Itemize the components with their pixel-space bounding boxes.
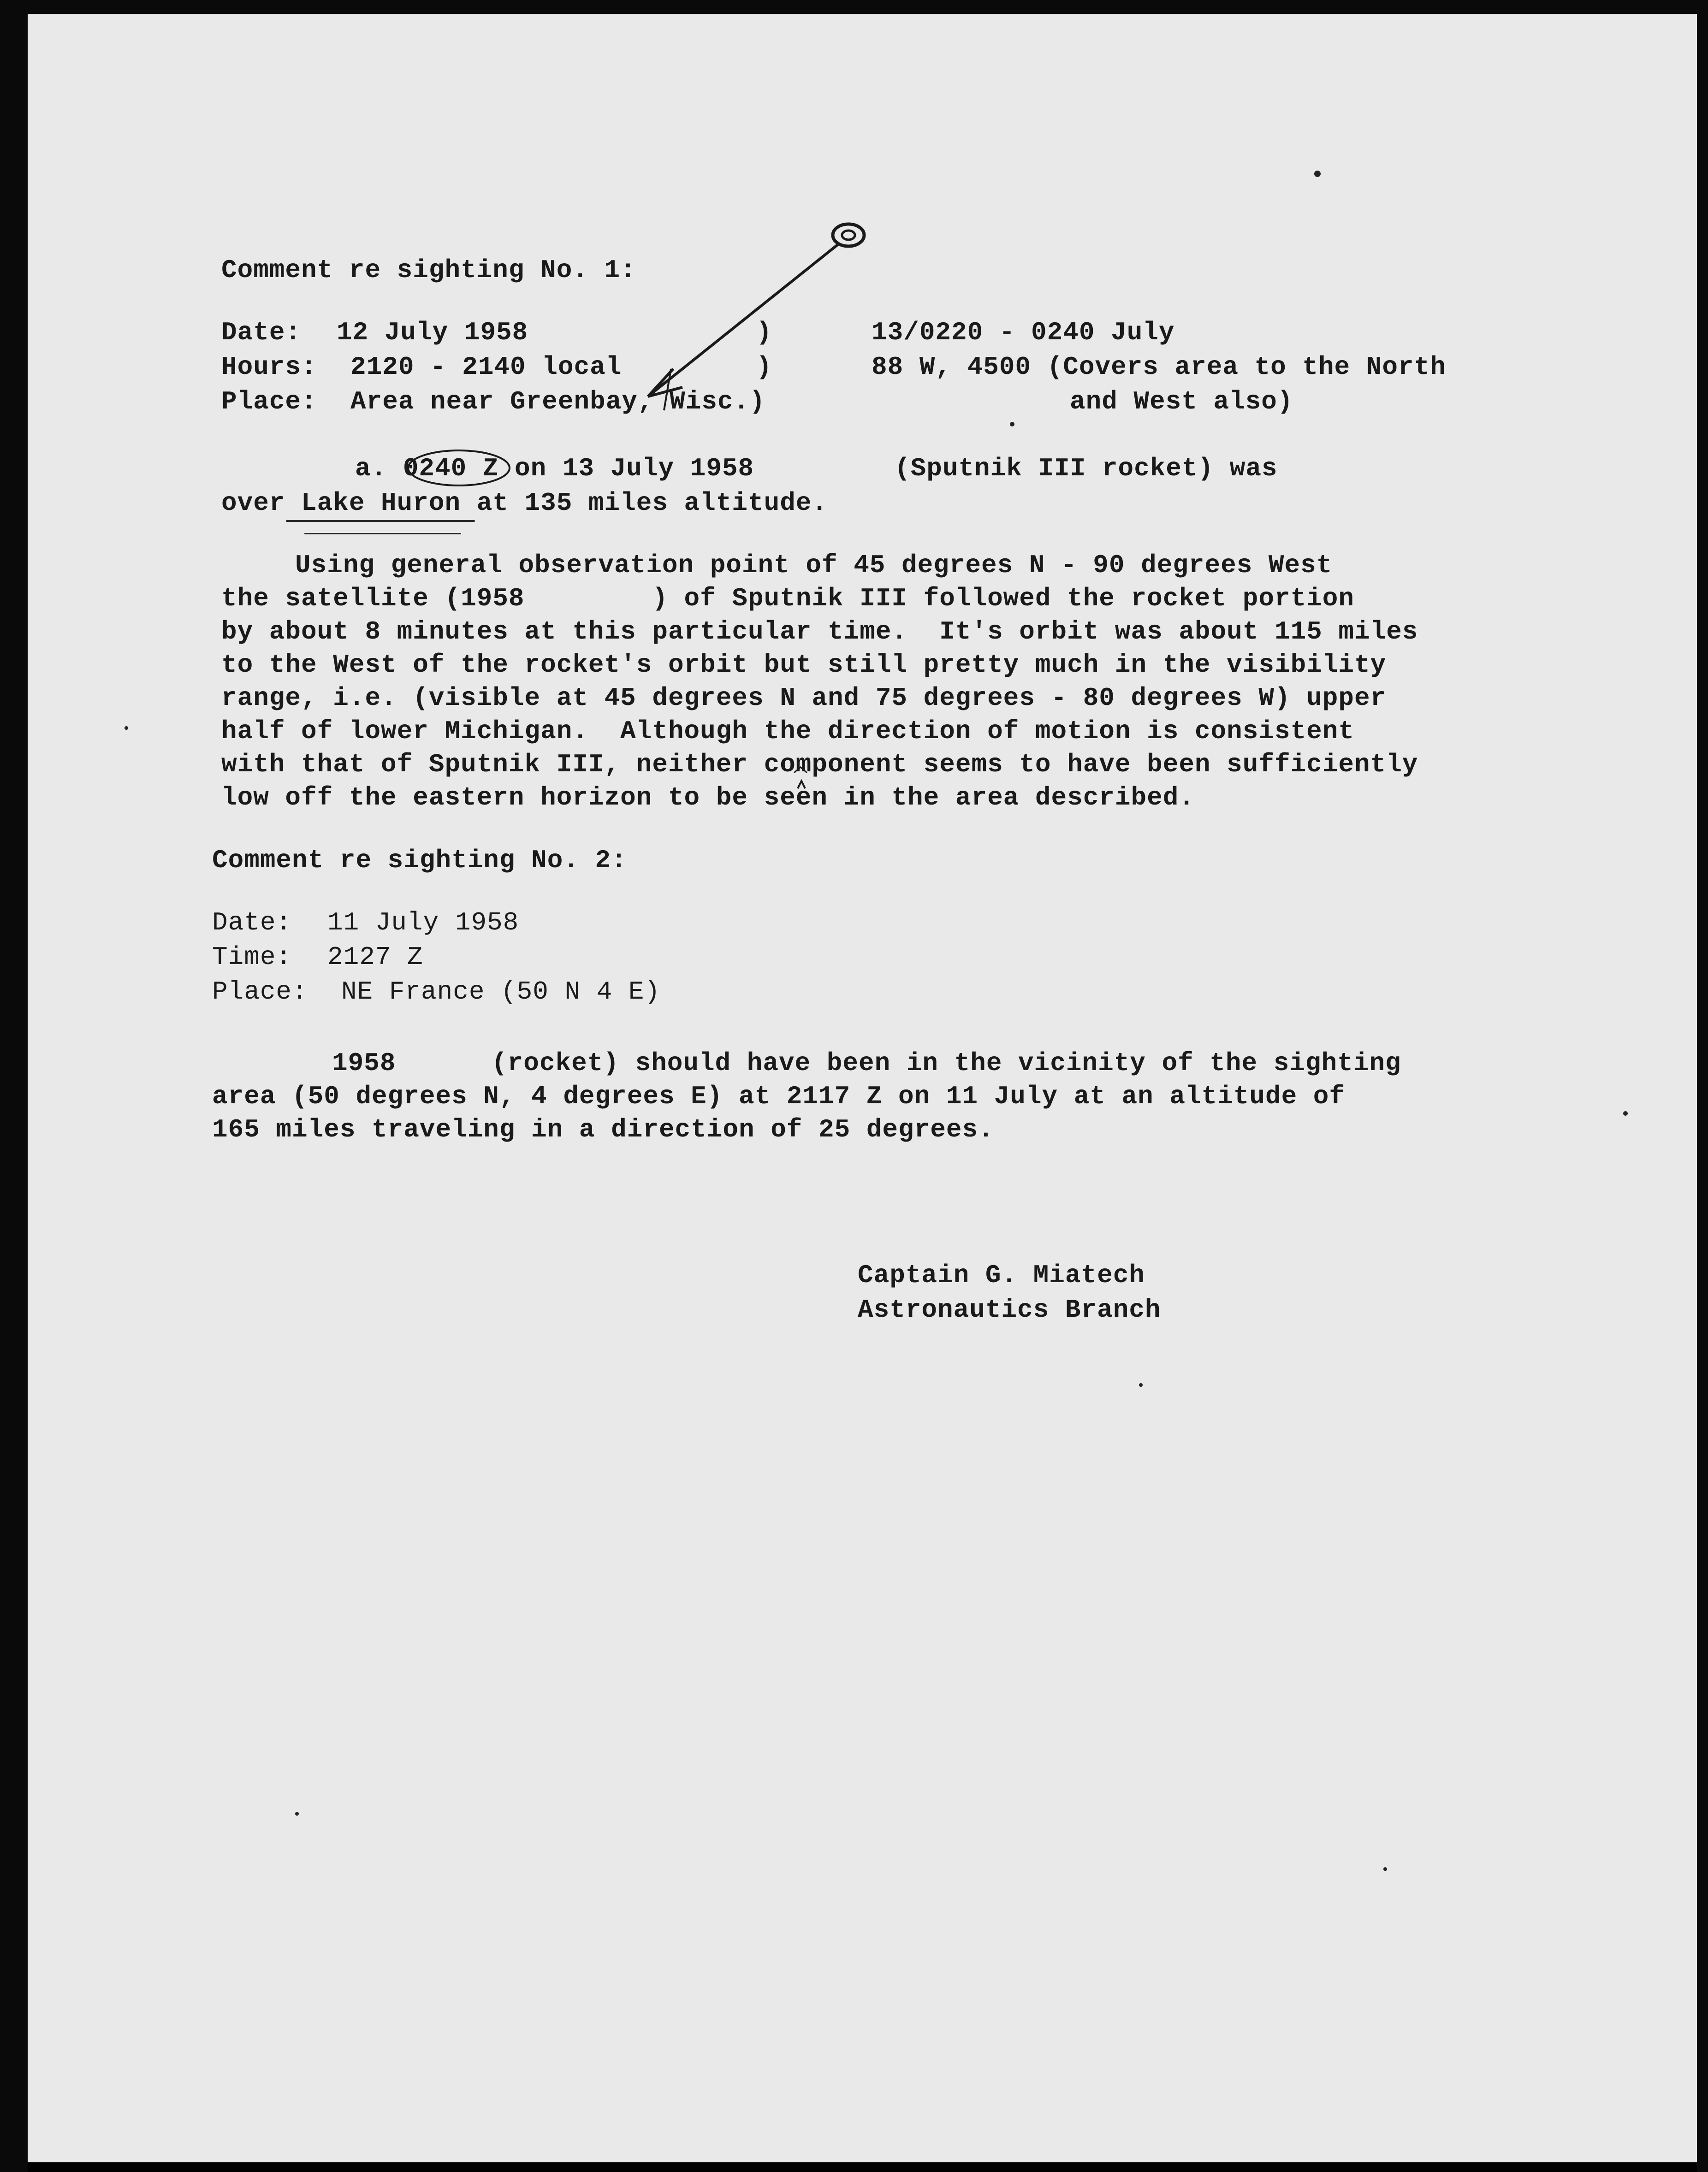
sighting-1-heading: Comment re sighting No. 1: (221, 255, 636, 285)
sighting-1-right-line-3: and West also) (1070, 387, 1293, 416)
scan-speck (1010, 422, 1014, 426)
sighting-1-bracket-2: ) (756, 352, 772, 382)
sighting-2-place-value: NE France (50 N 4 E) (341, 977, 661, 1006)
sighting-2-paragraph-line-3: 165 miles traveling in a direction of 25 degrees. (212, 1115, 994, 1144)
sighting-1-right-line-2: 88 W, 4500 (Covers area to the North (872, 352, 1446, 382)
scan-border-right (1697, 0, 1708, 2172)
sighting-2-time-label: Time: (212, 942, 292, 972)
sighting-1-place-value: Area near Greenbay, Wisc.) (350, 387, 765, 416)
sighting-2-date-value: 11 July 1958 (327, 908, 519, 937)
sighting-2-time-value: 2127 Z (327, 942, 423, 972)
signature-name: Captain G. Miatech (858, 1261, 1145, 1290)
sighting-1-paragraph-line-7: with that of Sputnik III, neither component seems to have been sufficiently (221, 750, 1418, 779)
sighting-2-place-label: Place: (212, 977, 308, 1006)
sighting-1-paragraph-line-2: the satellite (1958 ) of Sputnik III followed the rocket portion (221, 584, 1354, 613)
document-page (28, 14, 1697, 2162)
sighting-1-paragraph-line-8: low off the eastern horizon to be seen in the area described. (221, 783, 1195, 812)
sighting-1-note-a-line-2: over Lake Huron at 135 miles altitude. (221, 488, 828, 518)
handwritten-arrow-annotation (28, 14, 1697, 2162)
scan-speck (1314, 171, 1321, 177)
scan-speck (1383, 1867, 1387, 1871)
sighting-1-note-a-right: (Sputnik III rocket) was (895, 454, 1278, 483)
sighting-1-paragraph-line-4: to the West of the rocket's orbit but still pretty much in the visibility (221, 650, 1387, 680)
sighting-1-bracket-1: ) (756, 318, 772, 347)
sighting-2-heading: Comment re sighting No. 2: (212, 846, 627, 875)
scan-speck (125, 726, 128, 730)
sighting-1-paragraph-line-1: Using general observation point of 45 degrees N - 90 degrees West (295, 550, 1333, 580)
scan-speck (295, 1812, 299, 1816)
sighting-1-place-label: Place: (221, 387, 317, 416)
sighting-2-paragraph-line-1: 1958 (rocket) should have been in the vicinity of the sighting (332, 1048, 1401, 1078)
scan-speck (1623, 1111, 1628, 1116)
scan-speck (1139, 1383, 1143, 1387)
sighting-2-date-label: Date: (212, 908, 292, 937)
sighting-1-date-value: 12 July 1958 (337, 318, 528, 347)
sighting-1-hours-value: 2120 - 2140 local (350, 352, 622, 382)
scan-border-top (0, 0, 1708, 14)
sighting-1-hours-label: Hours: (221, 352, 317, 382)
sighting-1-right-line-1: 13/0220 - 0240 July (872, 318, 1175, 347)
sighting-1-note-a: a. 0240 Z on 13 July 1958 (355, 454, 754, 483)
scan-border-left (0, 0, 28, 2172)
sighting-1-date-label: Date: (221, 318, 302, 347)
sighting-1-paragraph-line-3: by about 8 minutes at this particular time. It's orbit was about 115 miles (221, 617, 1418, 646)
sighting-1-paragraph-line-6: half of lower Michigan. Although the direction of motion is consistent (221, 716, 1354, 746)
sighting-1-paragraph-line-5: range, i.e. (visible at 45 degrees N and 75 degrees - 80 degrees W) upper (221, 683, 1387, 713)
signature-branch: Astronautics Branch (858, 1295, 1161, 1325)
sighting-2-paragraph-line-2: area (50 degrees N, 4 degrees E) at 2117 Z on 11 July at an altitude of (212, 1082, 1345, 1111)
